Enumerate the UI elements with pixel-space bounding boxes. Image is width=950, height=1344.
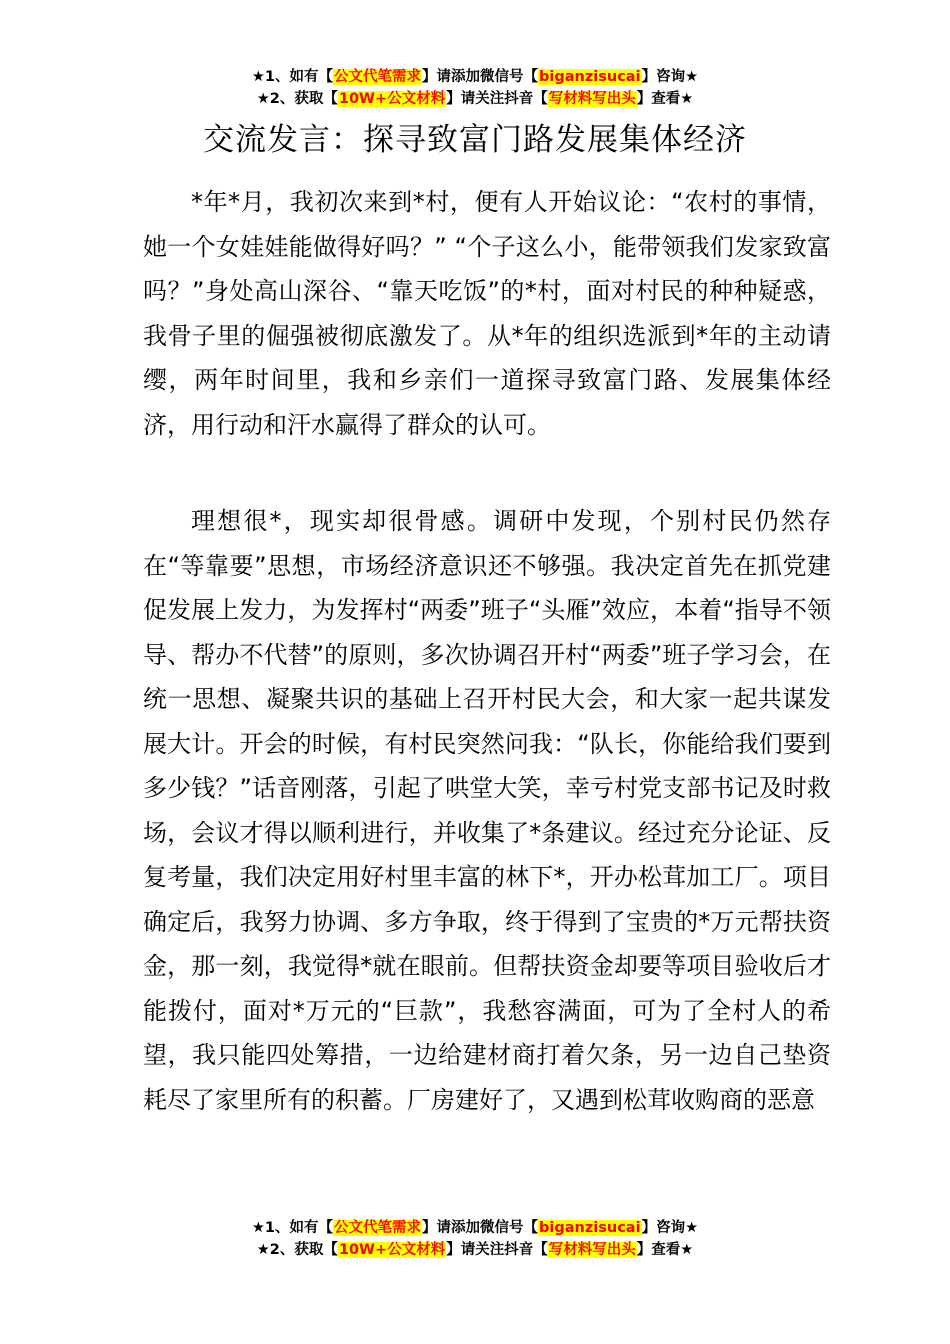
footer-line-2-mid: 】请关注抖音【 — [446, 1242, 548, 1258]
banner-line-1-prefix: ★1、如有【 — [251, 69, 334, 85]
document-title: 交流发言：探寻致富门路发展集体经济 — [203, 122, 747, 158]
footer-line-2-suffix: 】查看★ — [636, 1242, 694, 1258]
footer-line-2 — [0, 1239, 950, 1261]
banner-line-1-suffix: 】咨询★ — [641, 69, 699, 85]
footer-line-2-prefix: ★2、获取【 — [256, 1242, 338, 1258]
banner-highlight-douyin-account: 写材料写出头 — [548, 91, 636, 107]
body-paragraph-block-2 — [143, 499, 831, 1122]
banner-line-1 — [0, 66, 950, 88]
footer-banner — [0, 1217, 950, 1261]
banner-highlight-materials: 10W+公文材料 — [338, 91, 446, 107]
paragraph-1: *年*月，我初次来到*村，便有人开始议论：“农村的事情，她一个女娃娃能做得好吗？” “个子这么小，能带领我们发家致富吗？”身处高山深谷、“靠天吃饭”的*村，面对村民的种种疑惑，我骨子里的倔强被彻底激发了。从*年的组织选派到*年的主动请缨，两年时间里，我和乡亲们一道探寻致富门路、发展集体经济，用行动和汗水赢得了群众的认可。 — [143, 188, 831, 439]
footer-highlight-douyin-account: 写材料写出头 — [548, 1242, 636, 1258]
banner-line-2-suffix: 】查看★ — [636, 91, 694, 107]
banner-line-2-mid: 】请关注抖音【 — [446, 91, 548, 107]
banner-highlight-wechat-id: biganzisucai — [539, 69, 641, 85]
banner-line-2 — [0, 88, 950, 110]
body-paragraph-block-1 — [143, 180, 831, 447]
footer-highlight-materials: 10W+公文材料 — [338, 1242, 446, 1258]
footer-line-1-suffix: 】咨询★ — [641, 1220, 699, 1236]
paragraph-2: 理想很*，现实却很骨感。调研中发现，个别村民仍然存在“等靠要”思想，市场经济意识还不够强。我决定首先在抓党建促发展上发力，为发挥村“两委”班子“头雁”效应，本着“指导不领导、帮办不代替”的原则，多次协调召开村“两委”班子学习会，在统一思想、凝聚共识的基础上召开村民大会，和大家一起共谋发展大计。开会的时候，有村民突然问我：“队长，你能给我们要到多少钱？”话音刚落，引起了哄堂大笑，幸亏村党支部书记及时救场，会议才得以顺利进行，并收集了*条建议。经过充分论证、反复考量，我们决定用好村里丰富的林下*，开办松茸加工厂。项目确定后，我努力协调、多方争取，终于得到了宝贵的*万元帮扶资金，那一刻，我觉得*就在眼前。但帮扶资金却要等项目验收后才能拨付，面对*万元的“巨款”，我愁容满面，可为了全村人的希望，我只能四处筹措，一边给建材商打着欠条，另一边自己垫资耗尽了家里所有的积蓄。厂房建好了，又遇到松茸收购商的恶意 — [143, 507, 831, 1114]
footer-line-1 — [0, 1217, 950, 1239]
footer-highlight-service: 公文代笔需求 — [334, 1220, 422, 1236]
header-banner — [0, 66, 950, 110]
banner-line-2-prefix: ★2、获取【 — [256, 91, 338, 107]
banner-highlight-service: 公文代笔需求 — [334, 69, 422, 85]
footer-line-1-mid: 】请添加微信号【 — [422, 1220, 539, 1236]
banner-line-1-mid: 】请添加微信号【 — [422, 69, 539, 85]
footer-highlight-wechat-id: biganzisucai — [539, 1220, 641, 1236]
footer-line-1-prefix: ★1、如有【 — [251, 1220, 334, 1236]
